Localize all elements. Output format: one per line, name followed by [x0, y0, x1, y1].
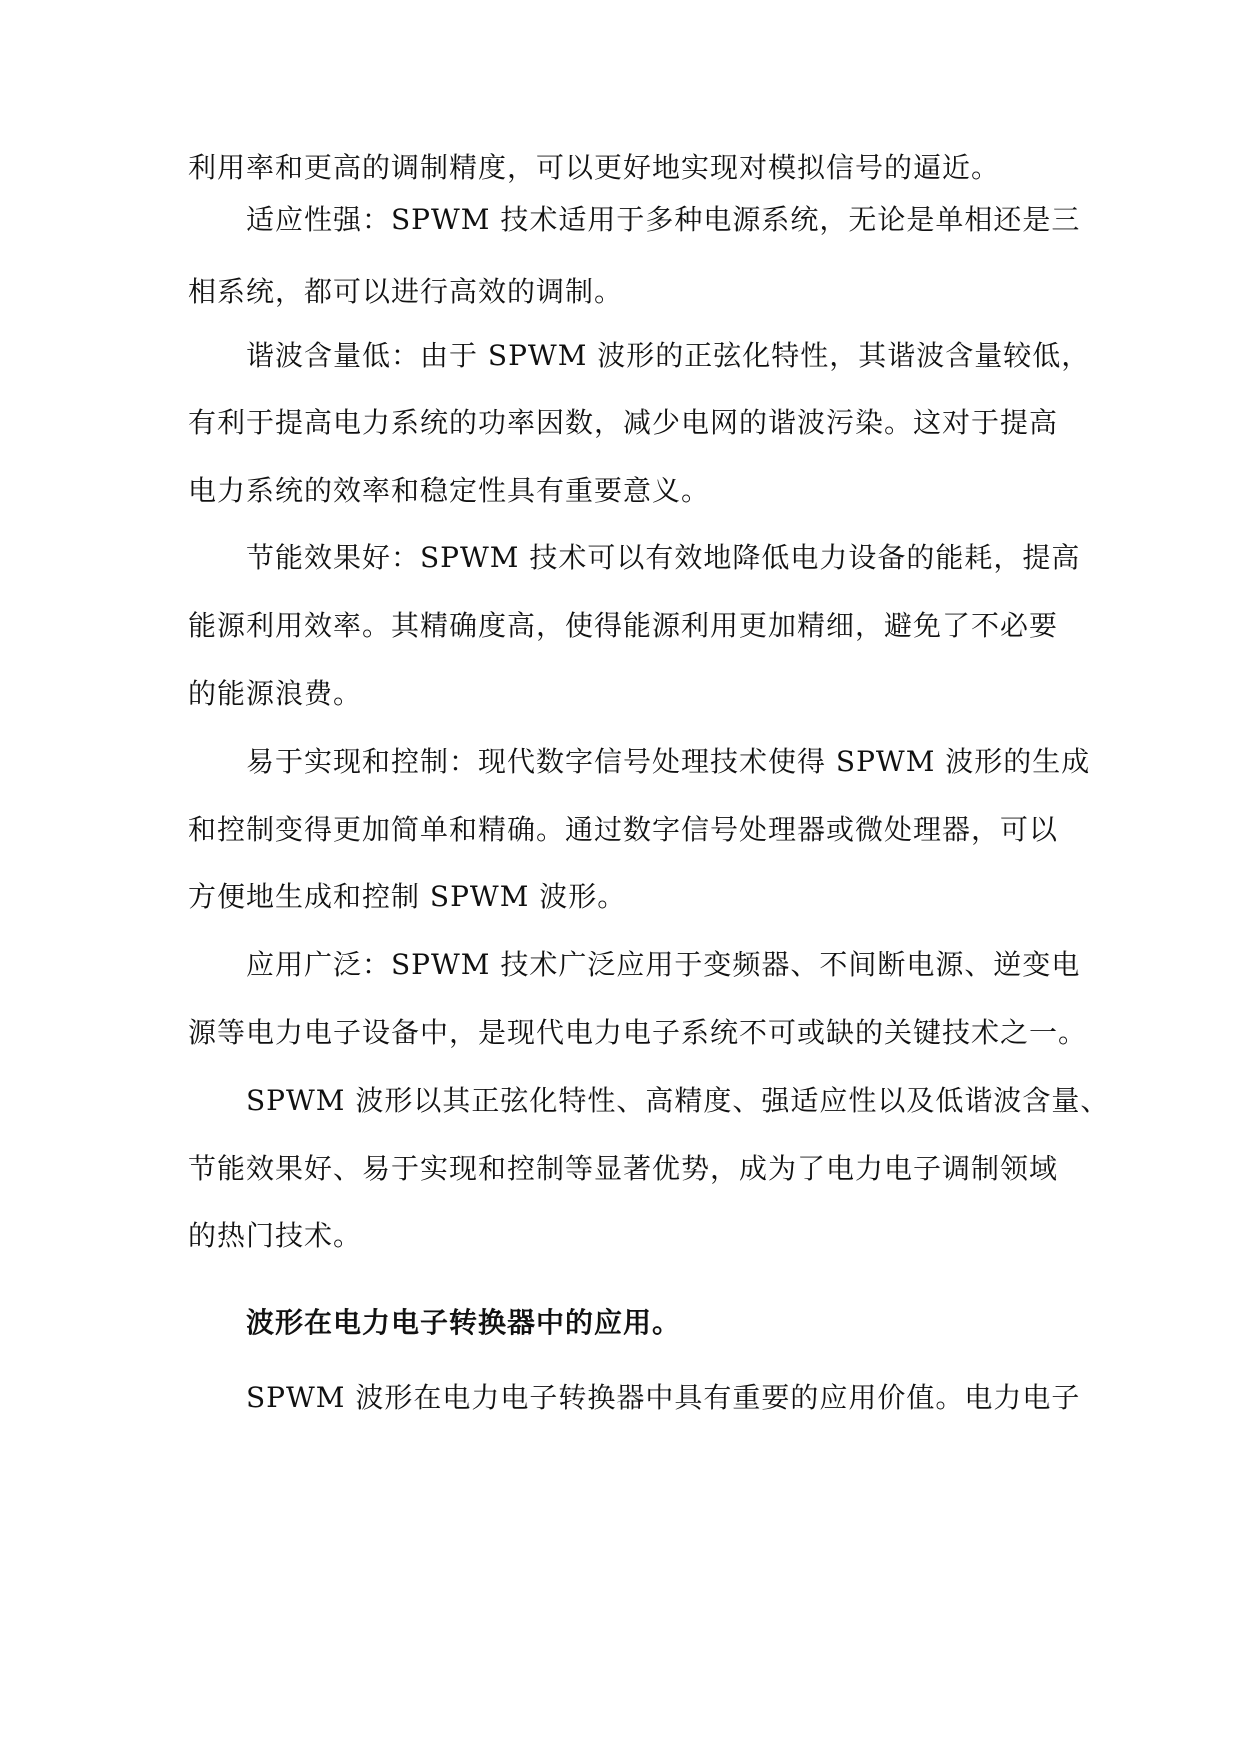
paragraph-low-harmonics: 谐波含量低：由于 SPWM 波形的正弦化特性，其谐波含量较低， [246, 339, 1091, 372]
paragraph-adaptability: 适应性强：SPWM 技术适用于多种电源系统，无论是单相还是三 [246, 203, 1081, 236]
text-line: 电力系统的效率和稳定性具有重要意义。 [188, 474, 711, 507]
text-line: 源等电力电子设备中，是现代电力电子系统不可或缺的关键技术之一。 [188, 1016, 1088, 1049]
text-line: 有利于提高电力系统的功率因数，减少电网的谐波污染。这对于提高 [188, 406, 1059, 439]
text-line: 方便地生成和控制 SPWM 波形。 [188, 880, 627, 913]
text-line: 相系统，都可以进行高效的调制。 [188, 275, 624, 308]
text-line: 利用率和更高的调制精度，可以更好地实现对模拟信号的逼近。 [188, 151, 1001, 184]
section-heading: 波形在电力电子转换器中的应用。 [246, 1306, 682, 1339]
paragraph-summary: SPWM 波形以其正弦化特性、高精度、强适应性以及低谐波含量、 [246, 1084, 1110, 1117]
text-line: 能源利用效率。其精确度高，使得能源利用更加精细，避免了不必要 [188, 609, 1059, 642]
text-line: 的热门技术。 [188, 1219, 363, 1252]
paragraph-energy-saving: 节能效果好：SPWM 技术可以有效地降低电力设备的能耗，提高 [246, 541, 1081, 574]
text-line: 节能效果好、易于实现和控制等显著优势，成为了电力电子调制领域 [188, 1152, 1059, 1185]
paragraph-wide-application: 应用广泛：SPWM 技术广泛应用于变频器、不间断电源、逆变电 [246, 948, 1081, 981]
text-line: 的能源浪费。 [188, 677, 363, 710]
text-line: 和控制变得更加简单和精确。通过数字信号处理器或微处理器，可以 [188, 813, 1059, 846]
paragraph-converter-application: SPWM 波形在电力电子转换器中具有重要的应用价值。电力电子 [246, 1381, 1081, 1414]
paragraph-easy-implementation: 易于实现和控制：现代数字信号处理技术使得 SPWM 波形的生成 [246, 745, 1091, 778]
